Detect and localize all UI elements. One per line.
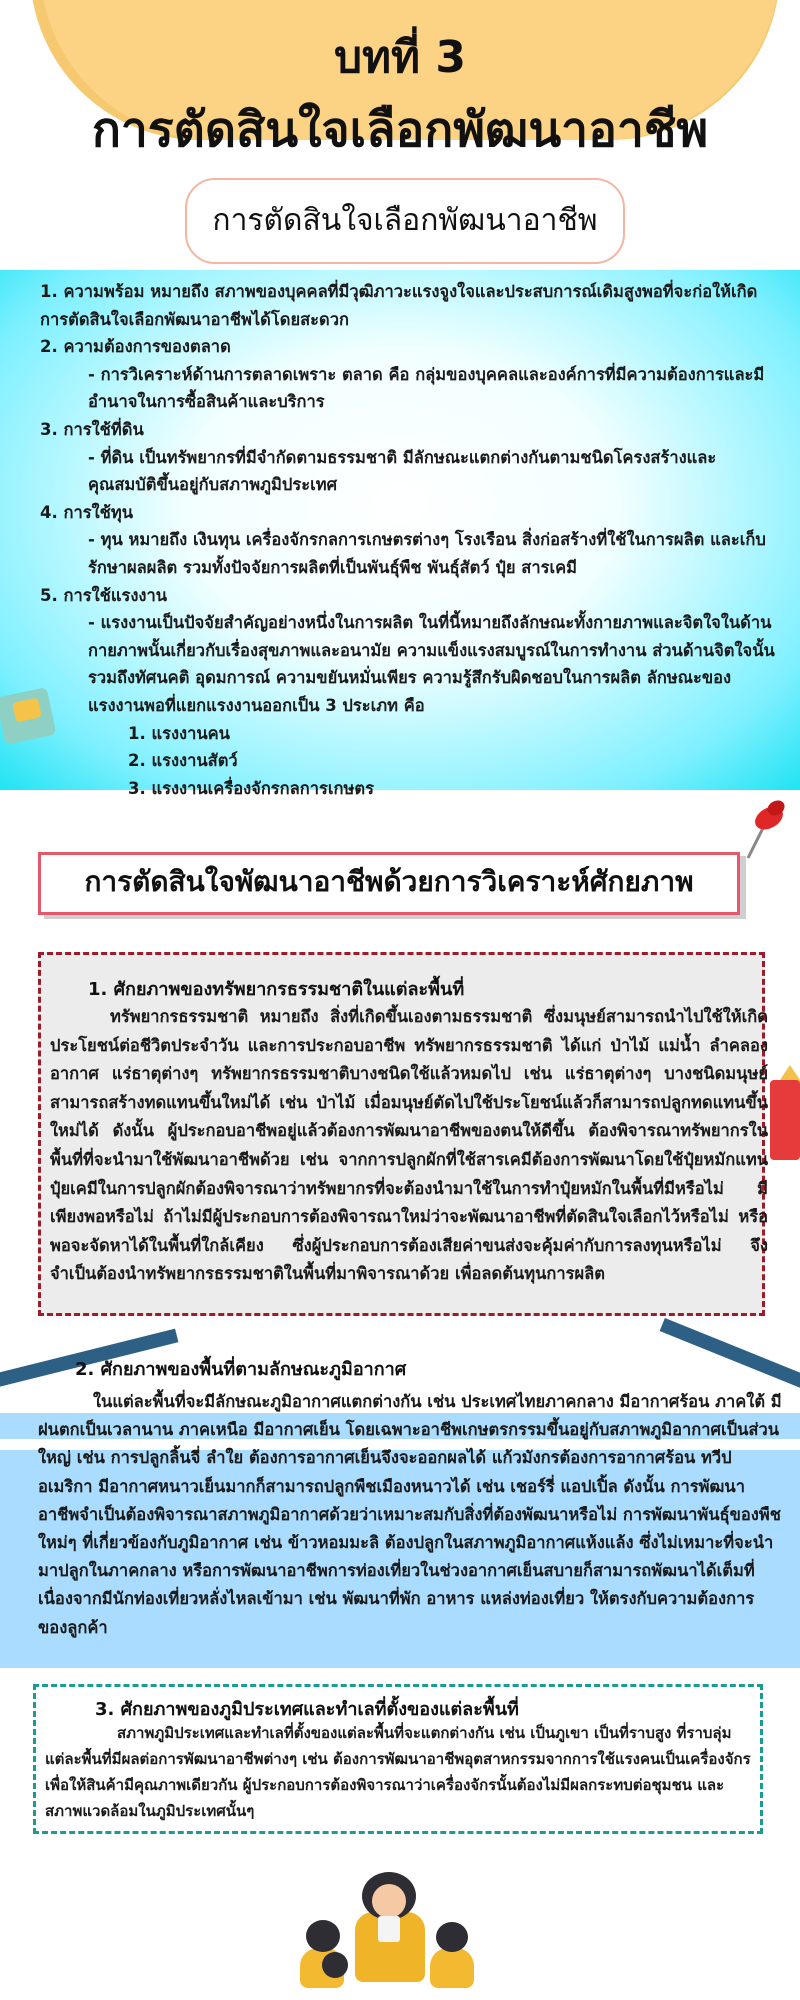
chapter-title: บทที่ 3 (334, 32, 466, 83)
terrain-title: 3. ศักยภาพของภูมิประเทศและทำเลที่ตั้งของแต่ละพื้นที่ (95, 1699, 519, 1720)
pushpin-icon (736, 796, 788, 866)
labor-type-2: 2. แรงงานสัตว์ (128, 751, 238, 771)
pencil-icon (770, 1080, 800, 1160)
climate-text: ในแต่ละพื้นที่จะมีลักษณะภูมิอากาศแตกต่างกัน เช่น ประเทศไทยภาคกลาง มีอากาศร้อน ภาคใต้ มีฝนตกเป็นเวลานาน ภาคเหนือ มีอากาศเย็น โดยเฉพาะอาชีพเกษตรกรรมขึ้นอยู่กับสภาพภูมิอากาศเป็นส่วนใหญ่ เช่น การปลูกลิ้นจี่ ลำใย ต้องการอากาศเย็นจึงจะออกผลได้ แก้วมังกรต้องการอากาศร้อน ทวีปอเมริกา มีอากาศหนาวเย็นมากก็สามารถปลูกพืชเมืองหนาวได้ เช่น เชอร์รี่ แอปเปิ้ล ดังนั้น การพัฒนาอาชีพจำเป็นต้องพิจารณาสภาพภูมิอากาศด้วยว่าเหมาะสมกับสิ่งที่ต้องพัฒนาหรือไม่ การพัฒนาพันธุ์ของพืชใหม่ๆ ที่เกี่ยวข้องกับภูมิอากาศ เช่น ข้าวหอมมะลิ ต้องปลูกในสภาพภูมิอากาศแห้งแล้ง ซึ่งไม่เหมาะที่จะนำมาปลูกในภาคกลาง หรือการพัฒนาอาชีพการท่องเที่ยวในช่วงอากาศเย็นสบายก็สามารถพัฒนาได้เต็มที่ เนื่องจากมีนักท่องเที่ยวหลั่งไหลเข้ามา เช่น พัฒนาที่พัก อาหาร แหล่งท่องเที่ยว ให้ตรงกับความต้องการของลูกค้า (38, 1392, 782, 1637)
factor-4-body: - ทุน หมายถึง เงินทุน เครื่องจักรกลการเกษตรต่างๆ โรงเรือน สิ่งก่อสร้างที่ใช้ในการผลิต และเก็บรักษาผลผลิต รวมทั้งปัจจัยการผลิตที่เป็นพันธุ์พืช พันธุ์สัตว์ ปุ๋ย สารเคมี (88, 530, 766, 577)
natural-resources-text: ทรัพยากรธรรมชาติ หมายถึง สิ่งที่เกิดขึ้นเองตามธรรมชาติ ซึ่งมนุษย์สามารถนำไปใช้ให้เกิดประโยชน์ต่อชีวิตประจำวัน และการประกอบอาชีพ ทรัพยากรธรรมชาติ ได้แก่ ป่าไม้ แม่น้ำ ลำคลอง อากาศ แร่ธาตุต่างๆ ทรัพยากรธรรมชาติบางชนิดใช้แล้วหมดไป เช่น แร่ธาตุต่างๆ บางชนิดมนุษย์สามารถสร้างทดแทนขึ้นใหม่ได้ เช่น ป่าไม้ เมื่อมนุษย์ตัดไปใช้ประโยชน์แล้วก็สามารถปลูกทดแทนขึ้นใหม่ได้ ดังนั้น ผู้ประกอบอาชีพอยู่แล้วต้องการพัฒนาอาชีพของตนให้ดีขึ้น ต้องพิจารณาทรัพยากรในพื้นที่ที่จะนำมาใช้พัฒนาอาชีพด้วย เช่น จากการปลูกผักที่ใช้สารเคมีต้องการพัฒนาโดยใช้ปุ๋ยหมักแทนปุ๋ยเคมีในการปลูกผักต้องพิจารณาว่าทรัพยากรที่จะต้องนำมาใช้ในการทำปุ๋ยหมักในพื้นที่มีหรือไม่ มีเพียงพอหรือไม่ ถ้าไม่มีผู้ประกอบการต้องพิจารณาใหม่ว่าจะพัฒนาอาชีพที่ตัดสินใจเลือกไว้หรือไม่ หรือพอจะจัดหาได้ในพื้นที่ใกล้เคียง ซึ่งผู้ประกอบการต้องเสียค่าขนส่งจะคุ้มค่ากับการลงทุนหรือไม่ จึงจำเป็นต้องนำทรัพยากรธรรมชาติในพื้นที่มาพิจารณาด้วย เพื่อลดต้นทุนการผลิต (50, 1007, 768, 1284)
natural-resources-body (50, 1003, 768, 1289)
factor-4-heading: 4. การใช้ทุน (40, 502, 134, 522)
factor-2-heading: 2. ความต้องการของตลาด (40, 337, 231, 357)
natural-resources-title: 1. ศักยภาพของทรัพยากรธรรมชาติในแต่ละพื้นที่ (88, 979, 465, 1000)
factor-5-body: - แรงงานเป็นปัจจัยสำคัญอย่างหนึ่งในการผลิต ในที่นี้หมายถึงลักษณะทั้งกายภาพและจิตใจในด้านกายภาพนั้นเกี่ยวกับเรื่องสุขภาพและอนามัย ความแข็งแรงสมบูรณ์ในการทำงาน ส่วนด้านจิตใจนั้นรวมถึงทัศนคติ อุดมการณ์ ความขยันหมั่นเพียร ความรู้สึกรับผิดชอบในการผลิต ลักษณะของแรงงานพอที่แยกแรงงานออกเป็น 3 ประเภท คือ (88, 613, 775, 715)
terrain-body (45, 1720, 760, 1824)
factor-2-body: - การวิเคราะห์ด้านการตลาดเพราะ ตลาด คือ กลุ่มของบุคคลและองค์การที่มีความต้องการและมีอำนาจในการซื้อสินค้าและบริการ (88, 364, 765, 412)
terrain-text: สภาพภูมิประเทศและทำเลที่ตั้งของแต่ละพื้นที่จะแตกต่างกัน เช่น เป็นภูเขา เป็นที่ราบสูง ที่ราบลุ่ม แต่ละพื้นที่มีผลต่อการพัฒนาอาชีพต่างๆ เช่น ต้องการพัฒนาอาชีพอุตสาหกรรมจากการใช้แรงคนเป็นเครื่องจักร เพื่อให้สินค้ามีคุณภาพเดียวกัน ผู้ประกอบการต้องพิจารณาว่าเครื่องจักรนั้นต้องไม่มีผลกระทบต่อชุมชน และสภาพแวดล้อมในภูมิประเทศนั้นๆ (45, 1724, 751, 1820)
chapter-subtitle-title: การตัดสินใจเลือกพัฒนาอาชีพ (91, 102, 709, 158)
children-illustration (300, 1872, 480, 1990)
potential-heading: การตัดสินใจพัฒนาอาชีพด้วยการวิเคราะห์ศักยภาพ (84, 865, 694, 898)
factor-3-body: - ที่ดิน เป็นทรัพยากรที่มีจำกัดตามธรรมชาติ มีลักษณะแตกต่างกันตามชนิดโครงสร้างและคุณสมบัติขึ้นอยู่กับสภาพภูมิประเทศ (88, 447, 717, 495)
factor-1: 1. ความพร้อม หมายถึง สภาพของบุคคลที่มีวุฒิภาวะแรงจูงใจและประสบการณ์เดิมสูงพอที่จะก่อให้เกิดการตัดสินใจเลือกพัฒนาอาชีพได้โดยสะดวก (40, 282, 758, 329)
climate-body (38, 1388, 783, 1642)
factor-5-heading: 5. การใช้แรงงาน (40, 585, 168, 605)
climate-title: 2. ศักยภาพของพื้นที่ตามลักษณะภูมิอากาศ (75, 1359, 407, 1380)
section-subtitle: การตัดสินใจเลือกพัฒนาอาชีพ (212, 203, 598, 238)
factors-text (40, 278, 775, 802)
labor-type-3: 3. แรงงานเครื่องจักรกลการเกษตร (128, 778, 374, 798)
factor-3-heading: 3. การใช้ที่ดิน (40, 419, 144, 439)
labor-type-1: 1. แรงงานคน (128, 723, 230, 743)
